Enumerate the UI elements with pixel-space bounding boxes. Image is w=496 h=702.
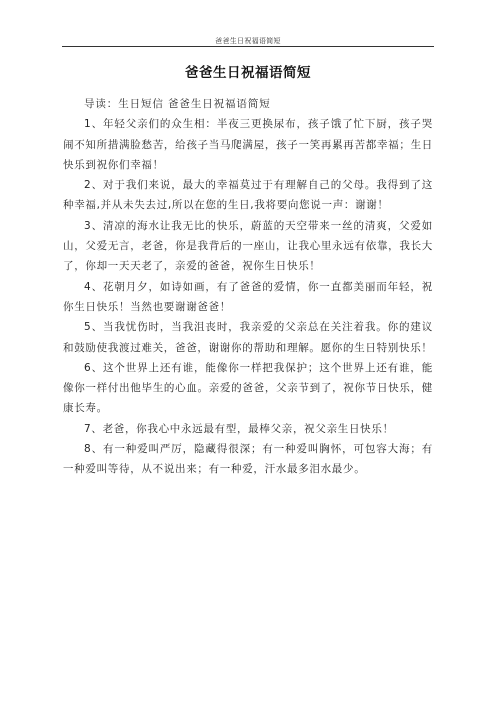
paragraph-1: 1、年轻父亲们的众生相：半夜三更换尿布，孩子饿了忙下厨，孩子哭闹不知所措满脸愁苦，给孩子当马爬满屋，孩子一笑再累再苦都幸福；生日快乐到祝你们幸福！ <box>63 118 433 171</box>
paragraph-6: 6、这个世界上还有谁，能像你一样把我保护；这个世界上还有谁，能像你一样付出他毕生的心血。亲爱的爸爸，父亲节到了，祝你节日快乐，健康长寿。 <box>63 361 433 415</box>
paragraph-4: 4、花朝月夕，如诗如画，有了爸爸的爱情，你一直都美丽而年轻，祝你生日快乐！当然也要谢谢爸爸！ <box>63 280 433 313</box>
paragraph-3: 3、清凉的海水让我无比的快乐，蔚蓝的天空带来一丝的清爽，父爱如山，父爱无言，老爸，你是我背后的一座山，让我心里永远有依靠，我长大了，你却一天天老了，亲爱的爸爸，祝你生日快乐！ <box>63 219 433 273</box>
paragraph-5: 5、当我忧伤时，当我沮丧时，我亲爱的父亲总在关注着我。你的建议和鼓励使我渡过难关，爸爸，谢谢你的帮助和理解。愿你的生日特别快乐！ <box>63 321 433 354</box>
paragraph-8: 8、有一种爱叫严厉，隐藏得很深；有一种爱叫胸怀，可包容大海；有一种爱叫等待，从不说出来；有一种爱，汗水最多泪水最少。 <box>63 443 433 476</box>
intro-paragraph: 导读：生日短信 爸爸生日祝福语简短 <box>84 98 271 110</box>
running-header-title: 爸爸生日祝福语简短 <box>215 37 281 45</box>
document-body <box>63 94 433 480</box>
page-header <box>62 0 434 47</box>
paragraph-7: 7、老爸，你我心中永远最有型，最棒父亲，祝父亲生日快乐！ <box>84 422 394 435</box>
document-title: 爸爸生日祝福语简短 <box>185 65 311 81</box>
paragraph-2: 2、对于我们来说，最大的幸福莫过于有理解自己的父母。我得到了这种幸福,并从未失去过,所以在您的生日,我将要向您说一声：谢谢！ <box>63 179 433 212</box>
